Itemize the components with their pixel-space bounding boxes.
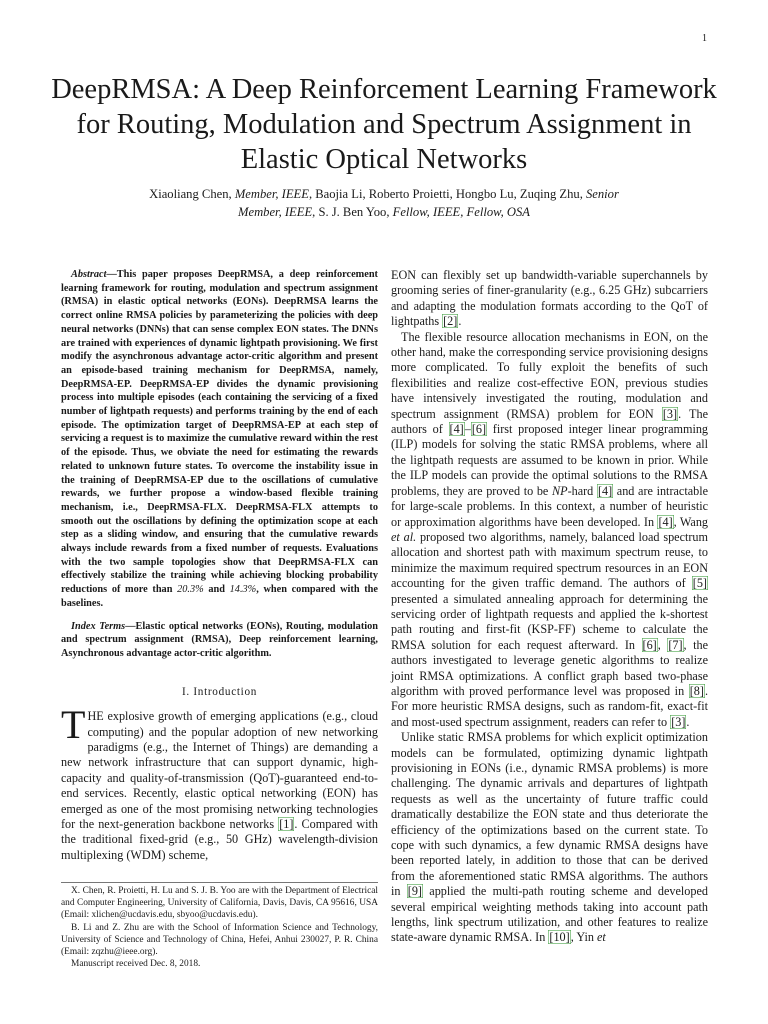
author-text: , S. J. Ben Yoo, [312, 205, 393, 219]
citation-link[interactable]: [10] [549, 930, 570, 945]
body-text: presented a simulated annealing approach for determining the servicing order of lightpath requests and applied the k-shortest path routing and first-fit (KSP-FF) scheme to calculate the RMSA solution for each request afterward. In [391, 591, 708, 652]
author-text: , Baojia Li, Roberto Proietti, Hongbo Lu, Zuqing Zhu, [308, 187, 586, 201]
citation-link[interactable]: [4] [658, 514, 673, 529]
abstract-text: and [203, 584, 230, 596]
body-text: , Yin [570, 930, 597, 945]
author-text: Xiaoliang Chen, [149, 187, 235, 201]
citation-link[interactable]: [6] [471, 422, 487, 437]
left-column [61, 268, 378, 863]
paper-title: DeepRMSA: A Deep Reinforcement Learning Framework for Routing, Modulation and Spectrum Assignment in Elastic Optical Networks [51, 74, 717, 175]
body-paragraph [391, 330, 708, 731]
citation-link[interactable]: [4] [597, 483, 613, 498]
body-text: -hard [567, 483, 597, 498]
footnote: Manuscript received Dec. 8, 2018. [71, 959, 201, 970]
body-text: first proposed integer linear programming (ILP) models for solving the static RMSA problems, where all the lightpath requests are assumed to be known in prior. While the ILP models can provide the optimal solutions to the RMSA problems, they are proved to be [391, 422, 709, 498]
citation-link[interactable]: [3] [662, 406, 678, 421]
body-text: proposed two algorithms, namely, balanced load spectrum allocation and shortest path with maximum spectrum reuse, to minimize the maximum required spectrum resources in an EON accounting for the given traffic demand. The authors of [391, 529, 708, 591]
citation-link[interactable]: [5] [692, 576, 707, 591]
abstract [61, 268, 378, 611]
body-text: applied the multi-path routing scheme and developed several empirical weighting methods taking into account path lengths, link spectrum utilization, and other features to realize state-aware dynamic RMSA. In [391, 884, 709, 945]
body-paragraph [391, 730, 708, 946]
citation-link[interactable]: [9] [407, 884, 422, 899]
right-column [391, 268, 708, 946]
abstract-lead: Abstract [71, 269, 107, 280]
body-text: HE explosive growth of emerging applications (e.g., cloud computing) and the popular adoption of new networking paradigms (e.g., the Internet of Things) are demanding a new network infrastructure that can support dynamic, high-capacity and quality-of-transmission (QoT)-guaranteed end-to-end services. Recently, elastic optical networking (EON) has emerged as one of the most promising networking technologies for the next-generation backbone networks [61, 709, 378, 831]
body-text: et [597, 930, 606, 945]
math-np: NP [551, 483, 568, 498]
author-affil: Member, IEEE [238, 205, 313, 219]
abstract-value: 14.3% [229, 584, 257, 596]
body-text: , the authors investigated to leverage genetic algorithms to realize joint RMSA optimizations. A conflict graph based two-phase algorithm with proved performance level was proposed in [391, 637, 709, 698]
abstract-value: 20.3% [177, 584, 204, 596]
author-affil: Fellow, IEEE, Fellow, OSA [392, 205, 530, 219]
author-affil: Senior [586, 187, 619, 201]
body-text: . For more heuristic RMSA designs, such as random-fit, exact-fit and most-used spectrum assignment, readers can refer to [391, 683, 708, 729]
body-text: The flexible resource allocation mechanisms in EON, on the other hand, make the corresponding service provisioning designs more complicated. To fully exploit the benefits of such flexibilities and realize cost-effective EON, previous studies have intensively investigated the routing, modulation and spectrum assignment (RMSA) problem for EON [391, 329, 708, 421]
body-text: . [686, 714, 690, 729]
page-number: 1 [702, 33, 707, 44]
drop-cap: T [61, 702, 86, 748]
footnote: X. Chen, R. Proietti, H. Lu and S. J. B. Yoo are with the Department of Electrical and Computer Engineering, University of California, Davis, Davis, CA 95616, USA (Email: xlichen@ucdavis.edu, sbyoo@ucdavis.edu). [61, 886, 378, 921]
body-text: and are intractable for large-scale problems. In this context, a number of heuristic or approximation algorithms have been developed. In [391, 483, 709, 529]
footnote-block [61, 882, 378, 970]
citation-link[interactable]: [8] [689, 683, 704, 698]
section-heading: I. Introduction [181, 685, 258, 698]
abstract-text: , when compared with the baselines. [61, 584, 378, 609]
index-terms-text: —Elastic optical networks (EONs), Routing, modulation and spectrum assignment (RMSA), Deep reinforcement learning, Asynchronous advantage actor-critic algorithm. [61, 620, 378, 659]
citation-link[interactable]: [7] [668, 637, 683, 652]
index-terms [61, 620, 378, 661]
citation-link[interactable]: [3] [671, 714, 686, 729]
citation-link[interactable]: [1] [279, 816, 294, 831]
body-text: – [464, 422, 471, 437]
citation-link[interactable]: [6] [642, 637, 657, 652]
body-text: Unlike static RMSA problems for which explicit optimization models can be formulated, optimizing dynamic lightpath provisioning in EONs (i.e., dynamic RMSA problems) is more challenging. The dynamic arrivals and departures of lightpath requests as well as the uncertainty of future traffic could dramatically destabilize the EON state and thus deteriorate the efficiency of the optimizations based on the current state. To cope with such dynamics, a few dynamic RMSA designs have been reported lately, in addition to those that can be derived from the aforementioned static RMSA algorithms. The authors in [391, 730, 708, 899]
body-text: , [657, 637, 668, 652]
index-terms-lead: Index Terms [71, 620, 126, 632]
body-paragraph [391, 268, 708, 330]
author-list [70, 185, 698, 221]
body-text: EON can flexibly set up bandwidth-variable superchannels by grooming series of finer-granularity (e.g., 6.25 GHz) subcarriers and adapting the modulation formats according to the QoT of lightpaths [391, 268, 708, 329]
citation-link[interactable]: [2] [443, 314, 458, 329]
body-text: . [458, 314, 462, 329]
footnote: B. Li and Z. Zhu are with the School of Information Science and Technology, University of Science and Technology of China, Hefei, Anhui 230027, P. R. China (Email: zqzhu@ieee.org). [61, 922, 378, 958]
citation-link[interactable]: [4] [449, 422, 464, 437]
intro-paragraph [61, 702, 379, 863]
abstract-text: —This paper proposes DeepRMSA, a deep reinforcement learning framework for routing, modulation and spectrum assignment (RMSA) in elastic optical networks (EONs). DeepRMSA learns the correct online RMSA policies by parameterizing the policies with deep neural networks (DNNs) that can sense complex EON states. The DNNs are trained with experiences of dynamic lightpath provisioning. We first modify the asynchronous advantage actor-critic algorithm and present an episode-based training mechanism for DeepRMSA, namely, DeepRMSA-EP. DeepRMSA-EP divides the dynamic provisioning process into multiple episodes (each containing the servicing of a fixed number of lightpath requests) and performs training by the end of each episode. The optimization target of DeepRMSA-EP at each step of servicing a request is to maximize the cumulative reward within the rest of the episode. Thus, we obviate the need for estimating the rewards related to unknown future states. To overcome the instability issue in the training of DeepRMSA-EP due to the oscillations of cumulative rewards, we further propose a window-based flexible training mechanism, i.e., DeepRMSA-FLX. DeepRMSA-FLX attempts to smooth out the oscillations by defining the optimization scope at each step as a sliding window, and ensuring that the cumulative rewards always include rewards from a fixed number of requests. Evaluations with the two sample topologies show that DeepRMSA-FLX can effectively stabilize the training while achieving blocking probability reductions of more than [61, 269, 378, 596]
body-text: , Wang [673, 514, 709, 529]
body-text: et al. [391, 529, 417, 544]
body-text: . The authors of [391, 406, 708, 437]
body-text: . Compared with the traditional fixed-grid (e.g., 50 GHz) wavelength-division multiplexing (WDM) scheme, [61, 816, 379, 862]
author-affil: Member, IEEE [234, 187, 309, 201]
